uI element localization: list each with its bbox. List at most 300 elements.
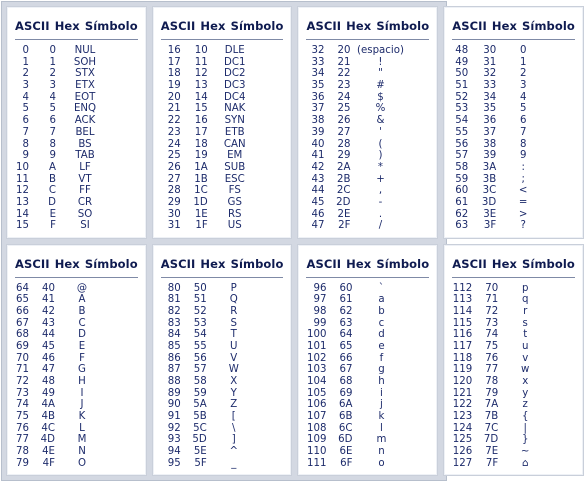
table-row: [444, 92, 583, 104]
hex-cell: 16: [194, 115, 208, 127]
table-row: [7, 220, 146, 232]
header-ascii: ASCII: [452, 256, 487, 271]
decimal-cell: 100: [307, 329, 327, 341]
hex-cell: 5: [49, 103, 56, 115]
symbol-cell: BEL: [75, 126, 95, 138]
table-row: [298, 353, 437, 365]
decimal-cell: 48: [455, 45, 469, 56]
table-row: [444, 185, 583, 197]
header-symbol: Símbolo: [522, 19, 575, 33]
symbol-cell: US: [227, 220, 242, 232]
decimal-cell: 75: [16, 411, 29, 423]
symbol-cell: q: [521, 294, 529, 306]
decimal-cell: 30: [167, 208, 181, 220]
symbol-cell: g: [378, 364, 385, 376]
hex-cell: 4E: [42, 446, 55, 458]
decimal-cell: 36: [311, 91, 325, 103]
hex-cell: 33: [483, 80, 497, 92]
symbol-cell: E: [78, 340, 86, 352]
hex-cell: 26: [337, 115, 351, 127]
hex-cell: 7B: [484, 411, 499, 423]
table-row: [444, 150, 583, 162]
decimal-cell: 105: [307, 387, 327, 399]
symbol-cell: N: [78, 446, 86, 458]
header-symbol: Símbolo: [84, 19, 138, 33]
symbol-cell: V: [230, 352, 238, 364]
decimal-cell: 34: [311, 68, 325, 80]
hex-cell: 2D: [336, 196, 351, 208]
decimal-cell: 122: [452, 399, 473, 411]
symbol-cell: /: [378, 220, 383, 232]
table-row: [153, 80, 292, 92]
table-row: [298, 399, 437, 411]
symbol-cell: S: [230, 317, 237, 329]
decimal-cell: 58: [455, 161, 469, 173]
hex-cell: 1A: [194, 161, 208, 173]
symbol-cell: ESC: [224, 173, 245, 185]
table-row: [298, 150, 437, 162]
symbol-cell: C: [78, 317, 86, 329]
table-row: [153, 318, 292, 330]
table-row: [7, 353, 146, 365]
panel-header: [15, 19, 138, 40]
decimal-cell: 9: [22, 150, 29, 162]
hex-cell: 65: [339, 340, 353, 352]
hex-cell: 5B: [193, 411, 207, 423]
table-row: [153, 364, 292, 376]
table-row: [298, 57, 437, 69]
decimal-cell: 62: [455, 208, 469, 220]
symbol-cell: u: [521, 340, 529, 352]
table-row: [153, 341, 292, 353]
hex-cell: 11: [194, 56, 208, 68]
table-row: [444, 364, 583, 376]
header-ascii: ASCII: [452, 19, 487, 33]
decimal-cell: 91: [167, 411, 181, 423]
header-ascii: ASCII: [306, 256, 342, 271]
hex-cell: 4D: [40, 434, 55, 446]
hex-cell: 14: [194, 91, 208, 103]
header-symbol: Símbolo: [522, 256, 575, 271]
symbol-cell: .: [378, 208, 383, 220]
decimal-cell: 78: [16, 446, 29, 458]
decimal-cell: 111: [307, 457, 327, 469]
table-row: [444, 388, 583, 400]
decimal-cell: 101: [307, 340, 327, 352]
table-row: [153, 150, 292, 162]
table-row: [444, 45, 583, 57]
decimal-cell: 83: [167, 317, 181, 329]
symbol-cell: NAK: [224, 103, 246, 115]
table-row: [7, 68, 146, 80]
table-row: [153, 57, 292, 69]
symbol-cell: !: [378, 56, 383, 68]
hex-cell: E: [49, 208, 56, 220]
symbol-cell: FS: [228, 185, 241, 197]
table-row: [153, 185, 292, 197]
symbol-cell: CAN: [223, 138, 246, 150]
symbol-cell: H: [78, 376, 86, 387]
header-hex: Hex: [346, 19, 372, 33]
decimal-cell: 86: [167, 352, 181, 364]
decimal-cell: 107: [307, 411, 327, 423]
hex-cell: 68: [339, 376, 353, 387]
symbol-cell: B: [78, 305, 86, 317]
decimal-cell: 92: [167, 422, 181, 434]
symbol-cell: d: [378, 329, 385, 341]
symbol-cell: ]: [231, 434, 236, 446]
decimal-cell: 33: [311, 56, 325, 68]
decimal-cell: 110: [307, 446, 327, 458]
table-row: [444, 341, 583, 353]
hex-cell: 59: [193, 387, 207, 399]
hex-cell: 3C: [482, 185, 497, 197]
decimal-cell: 69: [16, 340, 29, 352]
table-row: [444, 423, 583, 435]
table-row: [444, 399, 583, 411]
hex-cell: 60: [339, 282, 353, 294]
symbol-cell: EM: [227, 150, 243, 162]
decimal-cell: 99: [313, 317, 327, 329]
table-row: [153, 220, 292, 232]
decimal-cell: 60: [455, 185, 469, 197]
table-row: [444, 283, 583, 295]
symbol-cell: F: [79, 352, 85, 364]
decimal-cell: 61: [455, 196, 469, 208]
decimal-cell: 31: [167, 220, 181, 232]
symbol-cell: EOT: [74, 91, 96, 103]
decimal-cell: 108: [307, 422, 327, 434]
symbol-cell: DC2: [224, 68, 246, 80]
hex-cell: 1D: [193, 196, 208, 208]
hex-cell: 6F: [340, 457, 353, 469]
table-row: [444, 139, 583, 151]
decimal-cell: 82: [167, 305, 181, 317]
hex-cell: 77: [485, 364, 499, 376]
hex-cell: 52: [193, 305, 207, 317]
ascii-panel: [443, 6, 584, 239]
table-row: [444, 209, 583, 221]
decimal-cell: 89: [167, 387, 181, 399]
hex-cell: 69: [339, 387, 353, 399]
table-row: [444, 220, 583, 232]
hex-cell: 23: [337, 80, 351, 92]
decimal-cell: 12: [16, 185, 29, 197]
decimal-cell: 118: [452, 352, 473, 364]
hex-cell: 4B: [41, 411, 55, 423]
decimal-cell: 22: [167, 115, 181, 127]
hex-cell: 54: [193, 329, 207, 341]
symbol-cell: T: [230, 329, 237, 341]
table-row: [298, 197, 437, 209]
table-row: [444, 446, 583, 458]
symbol-cell: 6: [519, 115, 527, 127]
symbol-cell: `: [378, 282, 385, 294]
panel-rows: [153, 45, 292, 232]
symbol-cell: n: [378, 446, 385, 458]
table-row: [7, 318, 146, 330]
symbol-cell: \: [232, 422, 236, 434]
symbol-cell: Z: [230, 399, 238, 411]
decimal-cell: 16: [167, 45, 181, 56]
table-row: [7, 283, 146, 295]
table-row: [444, 174, 583, 186]
symbol-cell: (espacio): [357, 45, 404, 56]
hex-cell: 25: [337, 103, 351, 115]
hex-cell: 72: [485, 305, 499, 317]
symbol-cell: i: [380, 387, 383, 399]
panel-header: [161, 19, 284, 40]
table-row: [298, 92, 437, 104]
hex-cell: 6: [49, 115, 56, 127]
panel-rows: [153, 283, 292, 470]
hex-cell: 2A: [337, 161, 351, 173]
hex-cell: 2C: [336, 185, 351, 197]
table-row: [7, 329, 146, 341]
decimal-cell: 23: [167, 126, 181, 138]
decimal-cell: 67: [16, 317, 29, 329]
symbol-cell: O: [77, 457, 87, 469]
hex-cell: 39: [483, 150, 497, 162]
decimal-cell: 84: [167, 329, 181, 341]
symbol-cell: DC3: [224, 80, 246, 92]
decimal-cell: 21: [167, 103, 181, 115]
header-hex: Hex: [491, 256, 518, 271]
decimal-cell: 66: [16, 305, 29, 317]
symbol-cell: SOH: [73, 56, 97, 68]
decimal-cell: 3: [22, 80, 29, 92]
decimal-cell: 68: [16, 329, 29, 341]
table-row: [7, 434, 146, 446]
table-row: [298, 341, 437, 353]
table-row: [153, 411, 292, 423]
symbol-cell: I: [80, 387, 84, 399]
table-row: [298, 283, 437, 295]
ascii-panel: [6, 244, 147, 477]
decimal-cell: 54: [455, 115, 469, 127]
decimal-cell: 51: [455, 80, 469, 92]
table-row: [7, 57, 146, 69]
hex-cell: 32: [483, 68, 497, 80]
table-row: [444, 127, 583, 139]
table-row: [444, 434, 583, 446]
table-row: [298, 423, 437, 435]
table-row: [153, 376, 292, 388]
decimal-cell: 70: [16, 352, 29, 364]
decimal-cell: 120: [452, 376, 473, 387]
symbol-cell: RS: [227, 208, 242, 220]
hex-cell: 5E: [193, 446, 207, 458]
symbol-cell: m: [376, 434, 387, 446]
decimal-cell: 49: [455, 56, 469, 68]
table-row: [444, 68, 583, 80]
decimal-cell: 73: [16, 387, 29, 399]
decimal-cell: 127: [452, 457, 473, 469]
table-row: [298, 376, 437, 388]
hex-cell: 6C: [338, 422, 353, 434]
symbol-cell: ETB: [224, 126, 245, 138]
symbol-cell: Y: [230, 387, 237, 399]
table-row: [7, 458, 146, 470]
hex-cell: 43: [42, 317, 55, 329]
hex-cell: 5A: [193, 399, 207, 411]
hex-cell: 61: [339, 294, 353, 306]
panel-header: [452, 19, 575, 40]
table-row: [153, 68, 292, 80]
symbol-cell: ,: [378, 185, 383, 197]
table-row: [7, 294, 146, 306]
decimal-cell: 79: [16, 457, 29, 469]
symbol-cell: p: [521, 282, 529, 294]
hex-cell: 10: [194, 45, 208, 56]
ascii-panel: [152, 6, 293, 239]
hex-cell: 2: [49, 68, 56, 80]
decimal-cell: 80: [167, 282, 181, 294]
symbol-cell: ;: [521, 173, 525, 185]
decimal-cell: 115: [452, 317, 473, 329]
ascii-panel: [297, 6, 438, 239]
table-row: [7, 103, 146, 115]
decimal-cell: 123: [452, 411, 473, 423]
hex-cell: 79: [485, 387, 499, 399]
symbol-cell: CR: [77, 196, 93, 208]
hex-cell: 24: [337, 91, 351, 103]
table-row: [153, 423, 292, 435]
hex-cell: 3E: [483, 208, 497, 220]
symbol-cell: (: [378, 138, 383, 150]
decimal-cell: 40: [311, 138, 325, 150]
hex-cell: 19: [194, 150, 208, 162]
symbol-cell: 2: [519, 68, 527, 80]
hex-cell: 7: [49, 126, 56, 138]
hex-cell: 67: [339, 364, 353, 376]
hex-cell: 2B: [336, 173, 351, 185]
symbol-cell: Q: [229, 294, 238, 306]
hex-cell: 49: [42, 387, 55, 399]
decimal-cell: 106: [307, 399, 327, 411]
hex-cell: 5F: [194, 457, 207, 469]
hex-cell: 75: [485, 340, 499, 352]
header-symbol: Símbolo: [230, 19, 284, 33]
decimal-cell: 126: [452, 446, 473, 458]
hex-cell: 7C: [484, 422, 499, 434]
symbol-cell: W: [228, 364, 239, 376]
table-row: [153, 139, 292, 151]
decimal-cell: 125: [452, 434, 473, 446]
ascii-panel: [6, 6, 147, 239]
symbol-cell: x: [522, 376, 529, 387]
panel-rows: [444, 45, 583, 232]
table-row: [7, 92, 146, 104]
decimal-cell: 76: [16, 422, 29, 434]
hex-cell: 40: [42, 282, 55, 294]
symbol-cell: v: [522, 352, 529, 364]
table-row: [7, 399, 146, 411]
table-row: [444, 115, 583, 127]
hex-cell: 0: [49, 45, 56, 56]
symbol-cell: h: [378, 376, 385, 387]
symbol-cell: <: [518, 185, 528, 197]
symbol-cell: R: [230, 305, 238, 317]
decimal-cell: 45: [311, 196, 325, 208]
header-symbol: Símbolo: [230, 256, 284, 271]
hex-cell: 12: [194, 68, 208, 80]
header-hex: Hex: [54, 19, 80, 33]
decimal-cell: 65: [16, 294, 29, 306]
table-row: [7, 388, 146, 400]
hex-cell: A: [49, 161, 56, 173]
table-row: [298, 306, 437, 318]
symbol-cell: ^: [229, 446, 238, 458]
decimal-cell: 50: [455, 68, 469, 80]
hex-cell: 78: [485, 376, 499, 387]
table-row: [153, 115, 292, 127]
table-row: [298, 139, 437, 151]
hex-cell: 5C: [193, 422, 207, 434]
decimal-cell: 93: [167, 434, 181, 446]
decimal-cell: 117: [452, 340, 473, 352]
hex-cell: 47: [42, 364, 55, 376]
panel-rows: [7, 45, 146, 232]
table-row: [153, 329, 292, 341]
table-row: [7, 185, 146, 197]
symbol-cell: y: [522, 387, 529, 399]
hex-cell: 1B: [194, 173, 208, 185]
hex-cell: 1E: [194, 208, 208, 220]
symbol-cell: z: [522, 399, 528, 411]
symbol-cell: j: [380, 399, 383, 411]
decimal-cell: 88: [167, 376, 181, 387]
hex-cell: 21: [337, 56, 351, 68]
decimal-cell: 113: [452, 294, 473, 306]
decimal-cell: 64: [16, 282, 29, 294]
decimal-cell: 28: [167, 185, 181, 197]
decimal-cell: 27: [167, 173, 181, 185]
table-row: [7, 174, 146, 186]
table-row: [153, 197, 292, 209]
table-row: [298, 388, 437, 400]
decimal-cell: 14: [16, 208, 29, 220]
hex-cell: 13: [194, 80, 208, 92]
panel-header: [306, 257, 429, 278]
table-row: [153, 283, 292, 295]
symbol-cell: f: [379, 352, 384, 364]
decimal-cell: 114: [452, 305, 473, 317]
hex-cell: 48: [42, 376, 55, 387]
hex-cell: 3: [49, 80, 56, 92]
decimal-cell: 42: [311, 161, 325, 173]
symbol-cell: LF: [79, 161, 91, 173]
hex-cell: 46: [42, 352, 55, 364]
symbol-cell: ETX: [75, 80, 95, 92]
symbol-cell: SO: [77, 208, 93, 220]
symbol-cell: VT: [78, 173, 92, 185]
hex-cell: 4F: [42, 457, 55, 469]
hex-cell: 7F: [485, 457, 499, 469]
table-row: [444, 306, 583, 318]
hex-cell: 5D: [192, 434, 207, 446]
table-row: [298, 127, 437, 139]
table-row: [444, 197, 583, 209]
hex-cell: 6E: [339, 446, 353, 458]
symbol-cell: %: [375, 103, 386, 115]
table-row: [298, 80, 437, 92]
table-row: [153, 399, 292, 411]
ascii-panel: [152, 244, 293, 477]
symbol-cell: ~: [520, 446, 530, 458]
table-row: [7, 80, 146, 92]
hex-cell: 70: [485, 282, 499, 294]
